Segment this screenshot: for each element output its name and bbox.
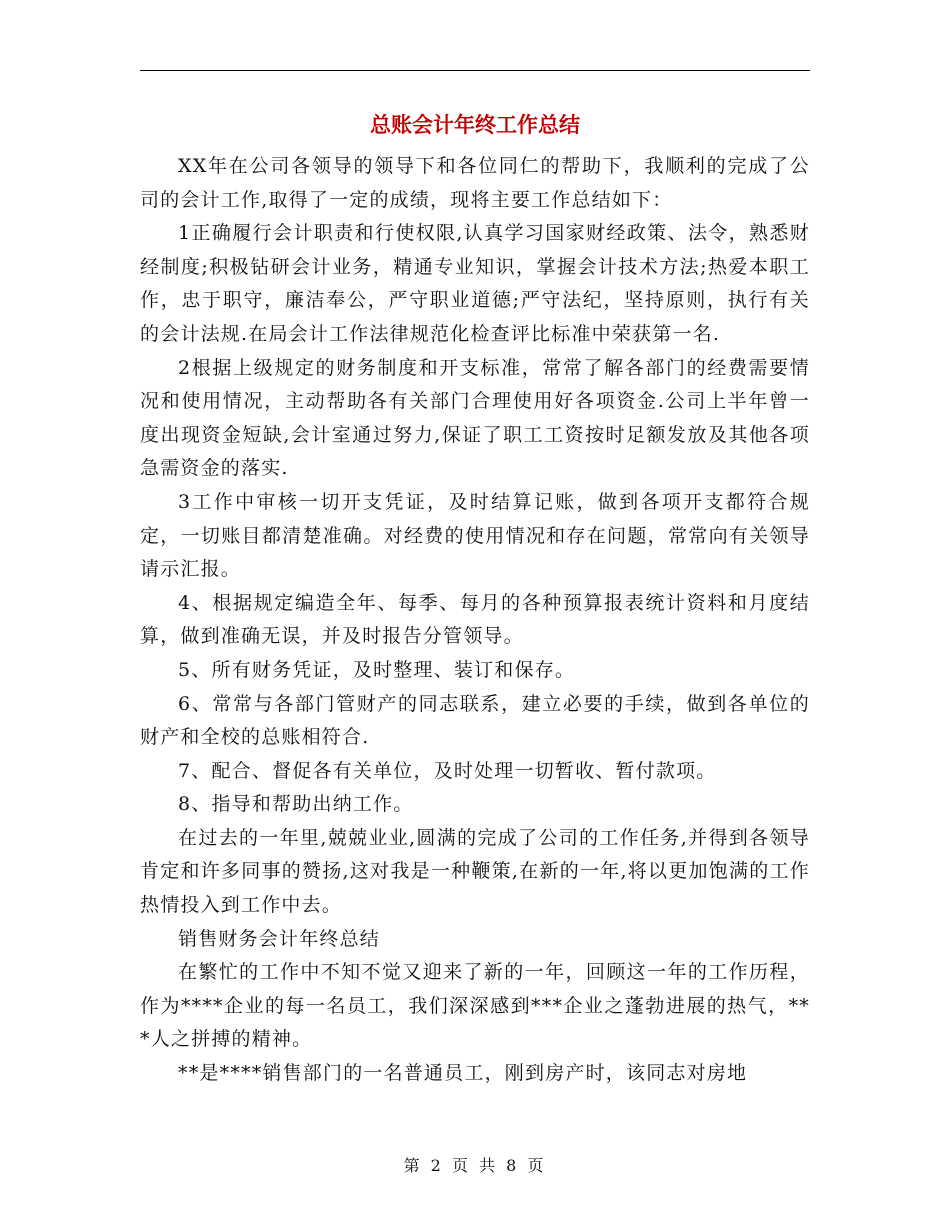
paragraph-item-6: 6、常常与各部门管财产的同志联系，建立必要的手续，做到各单位的财产和全校的总账相符合. [140,692,810,749]
section-heading: 销售财务会计年终总结 [178,927,381,950]
header-rule [140,70,810,71]
paragraph-item-1: 1正确履行会计职责和行使权限,认真学习国家财经政策、法令，熟悉财经制度;积极钻研会计业务，精通专业知识，掌握会计技术方法;热爱本职工作，忠于职守，廉洁奉公，严守职业道德;严守法纪，坚持原则，执行有关的会计法规.在局会计工作法律规范化检查评比标准中荣获第一名. [140,222,810,345]
paragraph-item-7: 7、配合、督促各有关单位，及时处理一切暂收、暂付款项。 [178,759,717,782]
paragraph-item-3: 3工作中审核一切开支凭证，及时结算记账，做到各项开支都符合规定，一切账目都清楚准确。对经费的使用情况和存在问题，常常向有关领导请示汇报。 [140,490,810,581]
paragraph-sales-employee: **是****销售部门的一名普通员工，刚到房产时，该同志对房地 [178,1062,748,1085]
paragraph-item-5: 5、所有财务凭证，及时整理、装订和保存。 [178,658,576,681]
paragraph-sales-intro: 在繁忙的工作中不知不觉又迎来了新的一年，回顾这一年的工作历程，作为****企业的每一名员工，我们深深感到***企业之蓬勃进展的热气，***人之拼搏的精神。 [140,961,810,1051]
paragraph-item-4: 4、根据规定编造全年、每季、每月的各种预算报表统计资料和月度结算，做到准确无误，并及时报告分管领导。 [140,591,810,648]
paragraph-intro: XX年在公司各领导的领导下和各位同仁的帮助下，我顺利的完成了公司的会计工作,取得了一定的成绩，现将主要工作总结如下： [140,155,810,211]
document-title: 总账会计年终工作总结 [370,113,580,137]
document-body [140,150,810,1091]
page-number-footer: 第 2 页 共 8 页 [403,1156,547,1175]
paragraph-conclusion: 在过去的一年里,兢兢业业,圆满的完成了公司的工作任务,并得到各领导肯定和许多同事的赞扬,这对我是一种鞭策,在新的一年,将以更加饱满的工作热情投入到工作中去。 [140,826,810,917]
paragraph-item-2: 2根据上级规定的财务制度和开支标准，常常了解各部门的经费需要情况和使用情况，主动帮助各有关部门合理使用好各项资金.公司上半年曾一度出现资金短缺,会计室通过努力,保证了职工工资按时足额发放及其他各项急需资金的落实. [140,356,810,480]
paragraph-item-8: 8、指导和帮助出纳工作。 [178,793,414,816]
